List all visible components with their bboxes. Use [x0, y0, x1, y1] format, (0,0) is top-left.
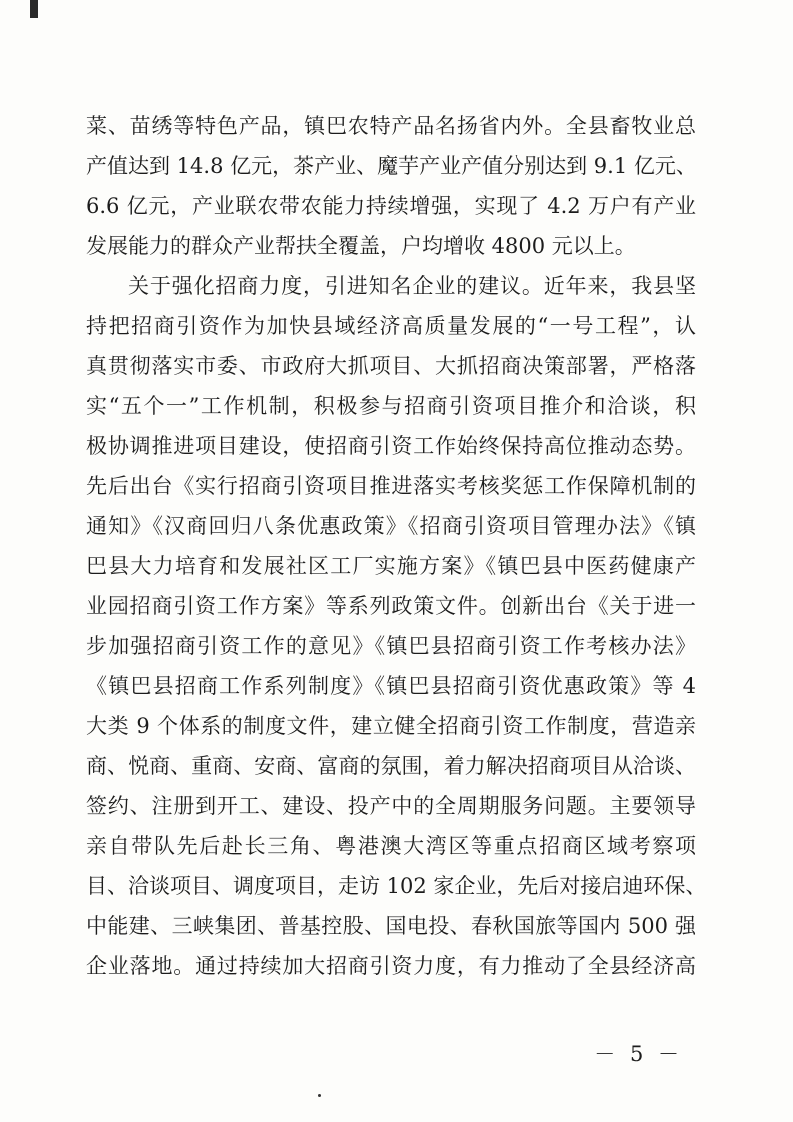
text-line: 业园招商引资工作方案》等系列政策文件。创新出台《关于进一 [86, 594, 696, 618]
paragraph-first-line: 关于强化招商力度，引进知名企业的建议。近年来，我县坚 [128, 274, 696, 298]
text-line: 目、洽谈项目、调度项目，走访 102 家企业，先后对接启迪环保、 [86, 874, 707, 898]
text-line: 菜、苗绣等特色产品，镇巴农特产品名扬省内外。全县畜牧业总 [86, 114, 696, 138]
text-line: 通知》《汉商回归八条优惠政策》《招商引资项目管理办法》《镇 [86, 514, 696, 538]
text-line: 实“五个一”工作机制，积极参与招商引资项目推介和洽谈，积 [86, 394, 696, 418]
text-line: 6.6 亿元，产业联农带农能力持续增强，实现了 4.2 万户有产业 [86, 194, 696, 218]
text-line: 亲自带队先后赴长三角、粤港澳大湾区等重点招商区域考察项 [86, 834, 696, 858]
text-line: 签约、注册到开工、建设、投产中的全周期服务问题。主要领导 [86, 794, 696, 818]
text-line: 巴县大力培育和发展社区工厂实施方案》《镇巴县中医药健康产 [86, 554, 696, 578]
text-line: 极协调推进项目建设，使招商引资工作始终保持高位推动态势。 [86, 434, 696, 458]
text-line: 发展能力的群众产业帮扶全覆盖，户均增收 4800 元以上。 [86, 234, 636, 258]
text-line: 真贯彻落实市委、市政府大抓项目、大抓招商决策部署，严格落 [86, 354, 696, 378]
text-line: 企业落地。通过持续加大招商引资力度，有力推动了全县经济高 [86, 954, 696, 978]
text-line: 先后出台《实行招商引资项目推进落实考核奖惩工作保障机制的 [86, 474, 696, 498]
text-line: 产值达到 14.8 亿元，茶产业、魔芋产业产值分别达到 9.1 亿元、 [86, 154, 697, 178]
text-line: 大类 9 个体系的制度文件，建立健全招商引资工作制度，营造亲 [86, 714, 696, 738]
text-line: 商、悦商、重商、安商、富商的氛围，着力解决招商项目从洽谈、 [86, 754, 696, 778]
text-line: 持把招商引资作为加快县域经济高质量发展的“一号工程”，认 [86, 314, 696, 338]
scan-artifact-dot [318, 1094, 321, 1097]
body-text [86, 106, 707, 986]
text-line: 步加强招商引资工作的意见》《镇巴县招商引资工作考核办法》 [86, 634, 696, 658]
scan-binding-mark [30, 0, 38, 18]
page-number: － 5 － [594, 1042, 683, 1066]
text-line: 《镇巴县招商工作系列制度》《镇巴县招商引资优惠政策》等 4 [86, 674, 696, 698]
text-line: 中能建、三峡集团、普基控股、国电投、春秋国旅等国内 500 强 [86, 914, 696, 938]
